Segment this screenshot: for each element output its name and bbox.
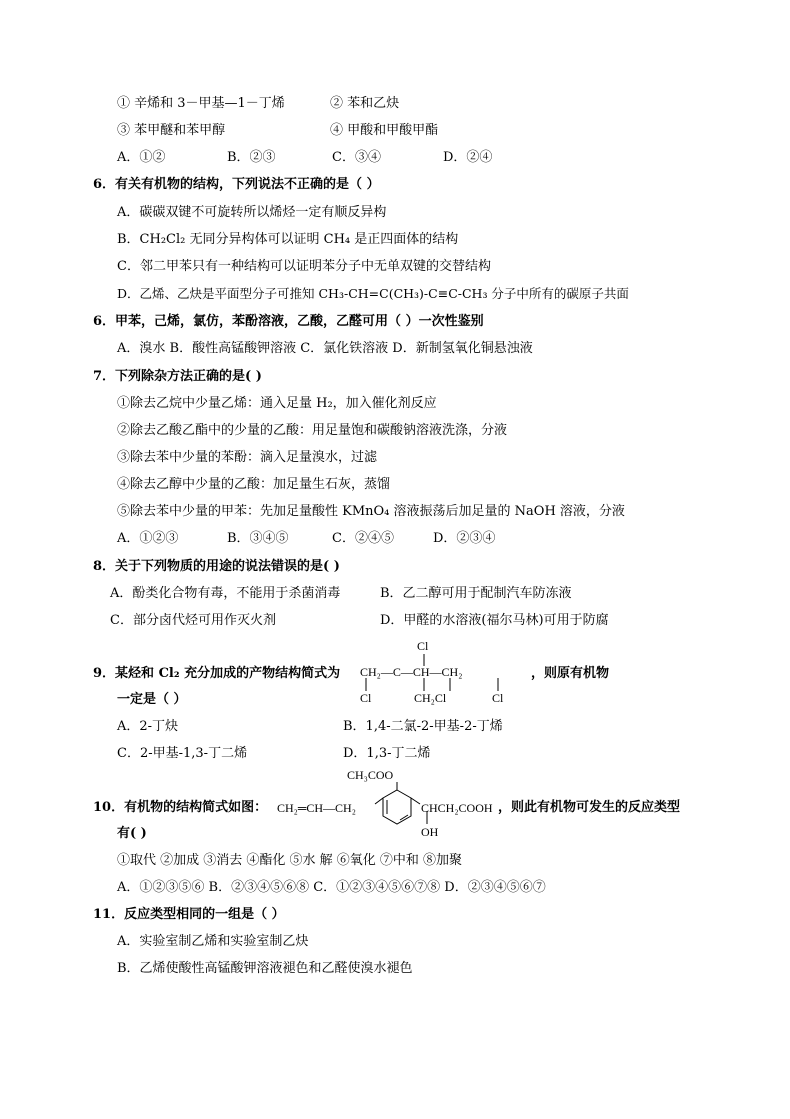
q7-item-3: ③除去苯中少量的苯酚：滴入足量溴水，过滤 — [117, 450, 378, 465]
q7-item-4: ④除去乙醇中少量的乙酸：加足量生石灰，蒸馏 — [117, 477, 391, 492]
q9-structure-formula — [352, 638, 532, 708]
q5-option-4: ④ 甲酸和甲酸甲酯 — [330, 123, 439, 138]
q10-stem: 10．有机物的结构简式如图： — [93, 800, 268, 815]
q8-option-c: C．部分卤代烃可用作灭火剂 — [110, 613, 276, 628]
q10-reaction-types: ①取代 ②加成 ③消去 ④酯化 ⑤水 解 ⑥氧化 ⑦中和 ⑧加聚 — [117, 853, 463, 868]
q10-allyl-group: CH₂═CH—CH₂ — [277, 801, 356, 815]
q10-hydroxyl: OH — [421, 825, 439, 839]
q7-choice-b: B．③④⑤ — [227, 531, 289, 546]
q11-option-b: B．乙烯使酸性高锰酸钾溶液褪色和乙醛使溴水褪色 — [117, 961, 413, 976]
q9-stem: 9．某烃和 Cl₂ 充分加成的产物结构简式为 — [93, 666, 341, 681]
q8-stem: 8．关于下列物质的用途的说法错误的是( ) — [93, 559, 340, 574]
q5-choice-c: C．③④ — [332, 150, 381, 165]
q9-main-chain: CH₂—C—CH—CH₂ — [360, 665, 463, 679]
q11-stem: 11．反应类型相同的一组是（ ） — [93, 907, 285, 922]
q6b-stem: 6．甲苯，己烯，氯仿，苯酚溶液，乙酸，乙醛可用（ ）一次性鉴别 — [93, 314, 484, 329]
q10-acetate-group: CH₃COO — [347, 768, 394, 782]
q9-ch2cl: CH₂Cl — [414, 691, 447, 705]
q7-item-2: ②除去乙酸乙酯中的少量的乙酸：用足量饱和碳酸钠溶液洗涤，分液 — [117, 423, 508, 438]
q6a-stem: 6．有关有机物的结构，下列说法不正确的是（ ） — [93, 177, 380, 192]
q9-option-a: A．2-丁炔 — [117, 719, 179, 734]
q8-option-b: B．乙二醇可用于配制汽车防冻液 — [380, 586, 572, 601]
q9-cl-left: Cl — [360, 691, 372, 705]
q9-stem-2: 一定是（ ） — [117, 692, 187, 707]
q10-stem-tail: ，则此有机物可发生的反应类型 — [498, 800, 681, 815]
q9-option-b: B．1,4-二氯-2-甲基-2-丁烯 — [343, 719, 503, 734]
q5-option-2: ② 苯和乙炔 — [330, 96, 400, 111]
q8-option-a: A．酚类化合物有毒，不能用于杀菌消毒 — [110, 586, 341, 601]
q5-choice-a: A．①② — [117, 150, 166, 165]
q9-option-d: D．1,3-丁二烯 — [343, 746, 431, 761]
q5-option-3: ③ 苯甲醚和苯甲醇 — [117, 123, 226, 138]
q7-choice-a: A．①②③ — [117, 531, 179, 546]
q6a-option-b: B．CH₂Cl₂ 无同分异构体可以证明 CH₄ 是正四面体的结构 — [117, 232, 459, 247]
q6a-option-a: A．碳碳双键不可旋转所以烯烃一定有顺反异构 — [117, 205, 387, 220]
q10-side-chain: CHCH₂COOH — [421, 801, 493, 815]
q9-option-c: C．2-甲基-1,3-丁二烯 — [117, 746, 248, 761]
q6a-option-c: C．邻二甲苯只有一种结构可以证明苯分子中无单双键的交替结构 — [117, 259, 491, 274]
q9-cl-top: Cl — [417, 639, 429, 653]
q7-stem: 7．下列除杂方法正确的是( ) — [93, 369, 262, 384]
q10-structure-formula — [275, 768, 500, 840]
q9-cl-right: Cl — [492, 691, 504, 705]
q5-option-1-2: ① 辛烯和 3－甲基—1－丁烯 — [117, 96, 285, 111]
q8-option-d: D．甲醛的水溶液(福尔马林)可用于防腐 — [380, 613, 609, 628]
q6b-options: A．溴水 B．酸性高锰酸钾溶液 C．氯化铁溶液 D．新制氢氧化铜悬浊液 — [117, 341, 533, 356]
q10-options: A．①②③⑤⑥ B．②③④⑤⑥⑧ C．①②③④⑤⑥⑦⑧ D．②③④⑤⑥⑦ — [117, 880, 546, 895]
q11-option-a: A．实验室制乙烯和实验室制乙炔 — [117, 934, 309, 949]
q5-choice-d: D．②④ — [443, 150, 493, 165]
q7-choice-d: D．②③④ — [433, 531, 496, 546]
q5-choice-b: B．②③ — [227, 150, 276, 165]
q7-item-5: ⑤除去苯中少量的甲苯：先加足量酸性 KMnO₄ 溶液振荡后加足量的 NaOH 溶液，分液 — [117, 504, 625, 519]
q6a-option-d: D．乙烯、乙炔是平面型分子可推知 CH₃-CH=C(CH₃)-C≡C-CH₃ 分子中所有的碳原子共面 — [117, 286, 629, 301]
q10-stem-2: 有( ) — [117, 826, 147, 841]
q7-choice-c: C．②④⑤ — [332, 531, 394, 546]
q7-item-1: ①除去乙烷中少量乙烯：通入足量 H₂，加入催化剂反应 — [117, 396, 437, 411]
q9-stem-tail: ，则原有机物 — [531, 666, 610, 681]
